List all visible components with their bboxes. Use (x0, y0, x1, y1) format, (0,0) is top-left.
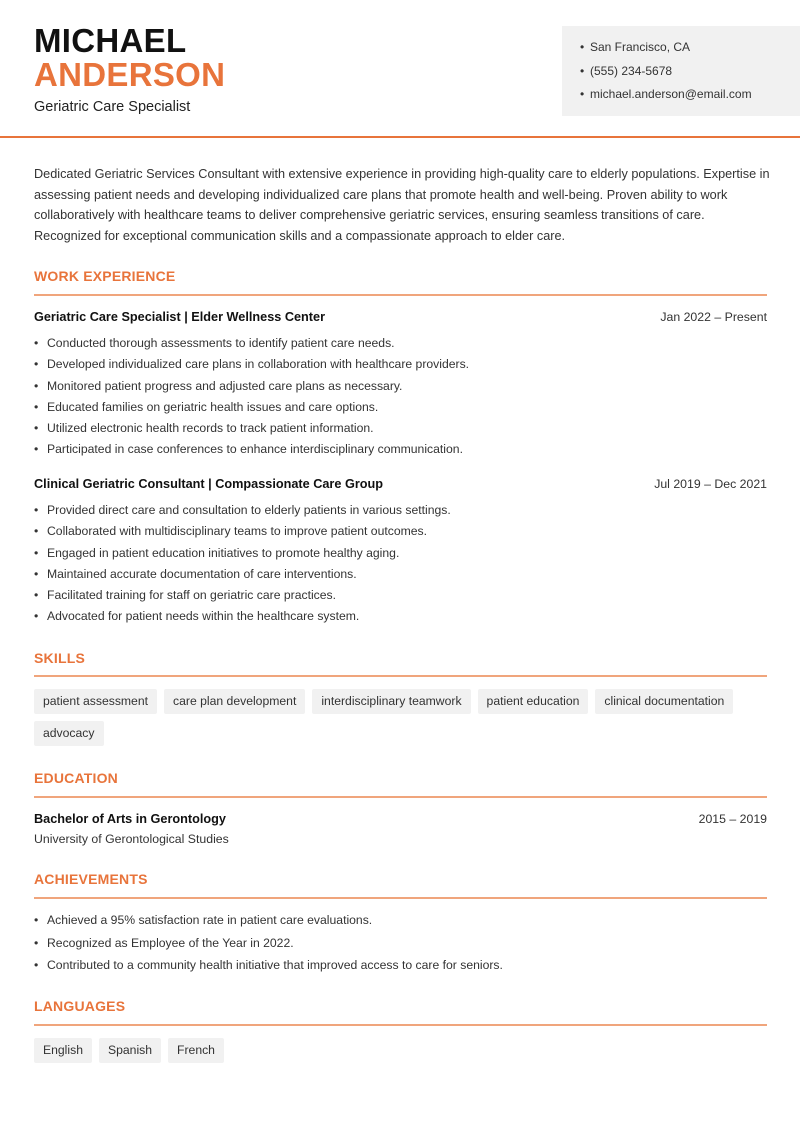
contact-location: • San Francisco, CA (580, 39, 752, 63)
skill-tag: clinical documentation (595, 689, 733, 714)
job-dates: Jul 2019 – Dec 2021 (654, 477, 767, 491)
work-experience-heading: WORK EXPERIENCE (34, 268, 176, 284)
achievement-item: • Recognized as Employee of the Year in 2022. (34, 935, 503, 958)
education-dates: 2015 – 2019 (698, 812, 767, 826)
bullet-item: • Monitored patient progress and adjusted care plans as necessary. (34, 378, 469, 399)
bullet-item: • Provided direct care and consultation to elderly patients in various settings. (34, 502, 451, 523)
job-bullets (34, 335, 469, 463)
skill-tag: patient education (478, 689, 589, 714)
section-divider (34, 294, 767, 296)
achievement-item: • Achieved a 95% satisfaction rate in patient care evaluations. (34, 912, 503, 935)
skill-tag: interdisciplinary teamwork (312, 689, 470, 714)
school-name: University of Gerontological Studies (34, 832, 229, 846)
achievement-item: • Contributed to a community health initiative that improved access to care for seniors. (34, 957, 503, 980)
skills-list (34, 689, 774, 753)
section-divider (34, 1024, 767, 1026)
bullet-item: • Engaged in patient education initiatives to promote healthy aging. (34, 545, 451, 566)
first-name: MICHAEL (34, 22, 187, 59)
job-dates: Jan 2022 – Present (660, 310, 767, 324)
languages-list (34, 1038, 774, 1070)
bullet-item: • Developed individualized care plans in collaboration with healthcare providers. (34, 356, 469, 377)
language-tag: Spanish (99, 1038, 161, 1063)
skill-tag: care plan development (164, 689, 305, 714)
achievements-heading: ACHIEVEMENTS (34, 871, 148, 887)
skill-tag: patient assessment (34, 689, 157, 714)
contact-list (580, 39, 752, 110)
skills-heading: SKILLS (34, 650, 85, 666)
languages-heading: LANGUAGES (34, 998, 126, 1014)
education-heading: EDUCATION (34, 770, 118, 786)
contact-email[interactable]: • michael.anderson@email.com (580, 86, 752, 110)
job-bullets (34, 502, 451, 630)
bullet-item: • Conducted thorough assessments to identify patient care needs. (34, 335, 469, 356)
language-tag: English (34, 1038, 92, 1063)
bullet-item: • Facilitated training for staff on geriatric care practices. (34, 587, 451, 608)
achievements-list (34, 912, 503, 980)
section-divider (34, 897, 767, 899)
bullet-item: • Advocated for patient needs within the healthcare system. (34, 608, 451, 629)
bullet-item: • Participated in case conferences to enhance interdisciplinary communication. (34, 441, 469, 462)
degree-title: Bachelor of Arts in Gerontology (34, 812, 226, 826)
section-divider (34, 675, 767, 677)
bullet-item: • Collaborated with multidisciplinary teams to improve patient outcomes. (34, 523, 451, 544)
language-tag: French (168, 1038, 224, 1063)
skill-tag: advocacy (34, 721, 104, 746)
contact-phone: • (555) 234-5678 (580, 63, 752, 87)
bullet-item: • Utilized electronic health records to track patient information. (34, 420, 469, 441)
summary-text: Dedicated Geriatric Services Consultant with extensive experience in providing high-quality care to elderly populations. Expertise in assessing patient needs and developing individualized care plans that promote health and well-being. Proven ability to work collaboratively with healthcare teams to deliver comprehensive geriatric services, ensuring seamless transitions of care. Recognized for exceptional communication skills and a compassionate approach to elder care. (34, 167, 770, 243)
resume-header (0, 0, 800, 138)
job-title: Geriatric Care Specialist (34, 99, 191, 115)
bullet-item: • Maintained accurate documentation of care interventions. (34, 566, 451, 587)
bullet-item: • Educated families on geriatric health issues and care options. (34, 399, 469, 420)
last-name: ANDERSON (34, 56, 226, 93)
job-title-entry: Geriatric Care Specialist | Elder Wellness Center (34, 310, 326, 324)
contact-box (562, 26, 800, 116)
job-title-entry: Clinical Geriatric Consultant | Compassionate Care Group (34, 477, 384, 491)
section-divider (34, 796, 767, 798)
